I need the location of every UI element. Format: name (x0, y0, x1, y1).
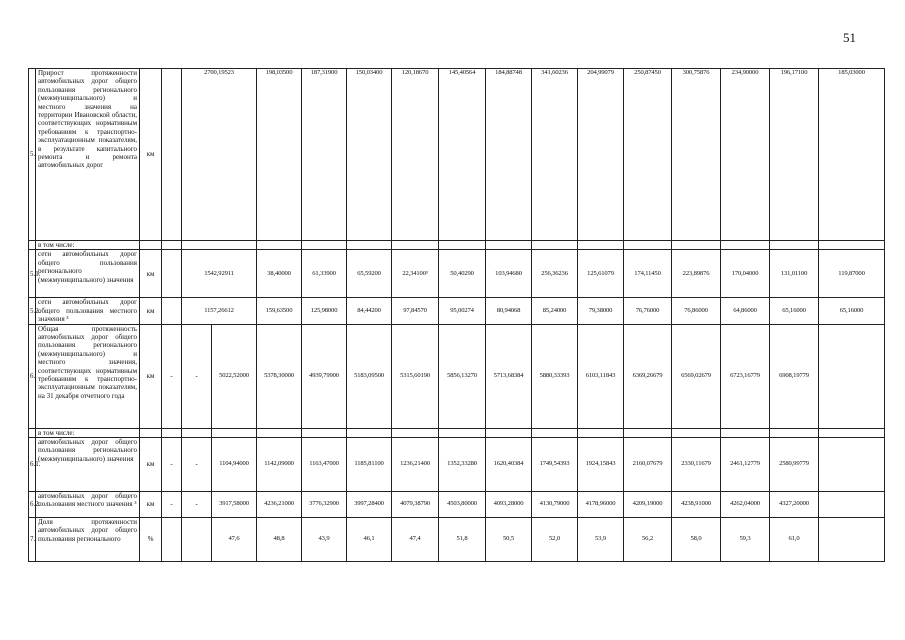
row-number-cell: 5.1. (29, 250, 36, 298)
empty-cell (819, 438, 885, 492)
value-cell (532, 428, 578, 437)
value-cell: 76,76000 (624, 298, 672, 324)
value-cell: 159,63500 (257, 298, 302, 324)
row-number-cell: 5. (29, 69, 36, 241)
row-number-cell: 5.2. (29, 298, 36, 324)
value-cell: 5022,52000 (212, 324, 257, 428)
value-cell (721, 428, 770, 437)
value-cell: 50,5 (486, 518, 532, 562)
empty-cell (819, 324, 885, 428)
value-cell: 150,03400 (347, 69, 392, 241)
table-row (29, 438, 885, 492)
indicator-name-cell: в том числе: (36, 428, 140, 437)
value-cell: 6569,02679 (672, 324, 721, 428)
value-cell (302, 428, 347, 437)
row-number-cell: 6.2. (29, 492, 36, 518)
value-cell: 187,31900 (302, 69, 347, 241)
value-cell: 119,87000 (819, 250, 885, 298)
value-cell: 2700,19523 (182, 69, 257, 241)
value-cell: 84,44200 (347, 298, 392, 324)
value-cell (486, 428, 532, 437)
indicator-name-cell: сети автомобильных дорог общего пользования местного значения ³ (36, 298, 140, 324)
value-cell: 97,84570 (392, 298, 439, 324)
value-cell: 1157,26612 (182, 298, 257, 324)
empty-cell: - (182, 438, 212, 492)
row-number-cell (29, 428, 36, 437)
indicator-name-cell: автомобильных дорог общего пользования местного значения ³ (36, 492, 140, 518)
value-cell: 2160,07679 (624, 438, 672, 492)
value-cell: 4093,28000 (486, 492, 532, 518)
value-cell: 174,11450 (624, 250, 672, 298)
unit-cell (140, 241, 162, 250)
value-cell: 4503,80000 (439, 492, 486, 518)
value-cell: 61,0 (770, 518, 819, 562)
unit-cell: км (140, 492, 162, 518)
value-cell: 79,38000 (578, 298, 624, 324)
value-cell: 250,87450 (624, 69, 672, 241)
value-cell: 4939,79900 (302, 324, 347, 428)
indicator-name-cell: Общая протяженность автомобильных дорог общего пользования регионального (межмуниципального) и местного значения, соответствующих нормативным требованиям к транспортно-эксплуатационным показателям, на 31 декабря отчетного года (36, 324, 140, 428)
empty-cell (162, 241, 182, 250)
value-cell: 1104,94000 (212, 438, 257, 492)
value-cell: 65,16000 (819, 298, 885, 324)
value-cell: 5378,30000 (257, 324, 302, 428)
unit-cell: км (140, 324, 162, 428)
page-number: 51 (843, 30, 856, 45)
value-cell: 80,94068 (486, 298, 532, 324)
value-cell: 47,6 (212, 518, 257, 562)
value-cell: 2580,99779 (770, 438, 819, 492)
value-cell: 38,40000 (257, 250, 302, 298)
value-cell (347, 241, 392, 250)
unit-cell: км (140, 69, 162, 241)
table-row (29, 324, 885, 428)
value-cell: 4236,21000 (257, 492, 302, 518)
value-cell (257, 428, 302, 437)
value-cell: 6723,16779 (721, 324, 770, 428)
value-cell (439, 428, 486, 437)
indicator-table (28, 68, 885, 562)
value-cell: 51,8 (439, 518, 486, 562)
value-cell (819, 241, 885, 250)
value-cell (212, 428, 257, 437)
value-cell: 2330,11679 (672, 438, 721, 492)
value-cell: 65,59200 (347, 250, 392, 298)
value-cell: 2461,12779 (721, 438, 770, 492)
value-cell (624, 428, 672, 437)
unit-cell: % (140, 518, 162, 562)
value-cell: 46,1 (347, 518, 392, 562)
value-cell: 185,03000 (819, 69, 885, 241)
value-cell: 4079,38790 (392, 492, 439, 518)
value-cell: 170,04000 (721, 250, 770, 298)
value-cell: 61,33900 (302, 250, 347, 298)
value-cell: 85,24000 (532, 298, 578, 324)
value-cell: 52,0 (532, 518, 578, 562)
value-cell (532, 241, 578, 250)
value-cell: 196,17100 (770, 69, 819, 241)
value-cell: 4178,96000 (578, 492, 624, 518)
value-cell: 43,9 (302, 518, 347, 562)
value-cell: 5713,68384 (486, 324, 532, 428)
value-cell: 184,88748 (486, 69, 532, 241)
value-cell: 1142,09000 (257, 438, 302, 492)
value-cell: 5183,09500 (347, 324, 392, 428)
value-cell: 4262,04000 (721, 492, 770, 518)
value-cell: 103,94680 (486, 250, 532, 298)
table-row (29, 250, 885, 298)
empty-cell (162, 518, 182, 562)
table-row (29, 241, 885, 250)
value-cell (578, 241, 624, 250)
value-cell: 223,89876 (672, 250, 721, 298)
table-row (29, 69, 885, 241)
value-cell (392, 241, 439, 250)
value-cell: 256,36236 (532, 250, 578, 298)
unit-cell: км (140, 438, 162, 492)
value-cell (486, 241, 532, 250)
row-number-cell (29, 241, 36, 250)
value-cell (770, 428, 819, 437)
empty-cell: - (162, 438, 182, 492)
value-cell: 1924,15843 (578, 438, 624, 492)
empty-cell (162, 428, 182, 437)
indicator-name-cell: сети автомобильных дорог общего пользования регионального (межмуниципального) значения (36, 250, 140, 298)
empty-cell (819, 518, 885, 562)
unit-cell: км (140, 250, 162, 298)
empty-cell (819, 492, 885, 518)
value-cell: 56,2 (624, 518, 672, 562)
value-cell: 95,00274 (439, 298, 486, 324)
value-cell: 145,40564 (439, 69, 486, 241)
value-cell: 64,86000 (721, 298, 770, 324)
empty-cell: - (182, 492, 212, 518)
value-cell (392, 428, 439, 437)
row-number-cell: 7. (29, 518, 36, 562)
value-cell (624, 241, 672, 250)
table-row (29, 298, 885, 324)
value-cell: 4238,91000 (672, 492, 721, 518)
indicator-name-cell: Доля протяженности автомобильных дорог общего пользования регионального (36, 518, 140, 562)
value-cell (770, 241, 819, 250)
value-cell: 234,90000 (721, 69, 770, 241)
value-cell: 65,16000 (770, 298, 819, 324)
value-cell: 1542,92911 (182, 250, 257, 298)
value-cell: 125,61079 (578, 250, 624, 298)
value-cell: 58,0 (672, 518, 721, 562)
unit-cell: км (140, 298, 162, 324)
row-number-cell: 6. (29, 324, 36, 428)
value-cell: 5315,60190 (392, 324, 439, 428)
value-cell: 6103,11843 (578, 324, 624, 428)
value-cell: 3997,28400 (347, 492, 392, 518)
empty-cell (162, 69, 182, 241)
value-cell: 1352,33280 (439, 438, 486, 492)
value-cell: 59,3 (721, 518, 770, 562)
value-cell: 6369,26679 (624, 324, 672, 428)
value-cell: 4209,19000 (624, 492, 672, 518)
value-cell: 341,60236 (532, 69, 578, 241)
value-cell: 131,01100 (770, 250, 819, 298)
row-number-cell: 6.1. (29, 438, 36, 492)
value-cell: 1236,21400 (392, 438, 439, 492)
value-cell: 53,9 (578, 518, 624, 562)
unit-cell (140, 428, 162, 437)
empty-cell (162, 250, 182, 298)
value-cell: 48,8 (257, 518, 302, 562)
value-cell: 120,18670 (392, 69, 439, 241)
empty-cell (162, 298, 182, 324)
value-cell (672, 428, 721, 437)
empty-cell (182, 428, 212, 437)
value-cell: 5880,33393 (532, 324, 578, 428)
value-cell: 4130,79000 (532, 492, 578, 518)
value-cell (347, 428, 392, 437)
value-cell: 3776,32900 (302, 492, 347, 518)
value-cell: 300,75876 (672, 69, 721, 241)
value-cell: 5856,13270 (439, 324, 486, 428)
table-row (29, 492, 885, 518)
value-cell: 1185,81100 (347, 438, 392, 492)
empty-cell: - (182, 324, 212, 428)
value-cell: 50,40290 (439, 250, 486, 298)
table-row (29, 518, 885, 562)
value-cell (257, 241, 302, 250)
value-cell: 76,86000 (672, 298, 721, 324)
value-cell: 1620,40384 (486, 438, 532, 492)
indicator-name-cell: Прирост протяженности автомобильных дорог общего пользования регионального (межмуниципального) и местного значения на территории Ивановской области, соответствующих нормативным требованиям к транспортно-эксплуатационным показателям, в результате капитального ремонта и ремонта автомобильных дорог (36, 69, 140, 241)
table-body (29, 69, 885, 562)
value-cell: 1163,47000 (302, 438, 347, 492)
empty-cell: - (162, 324, 182, 428)
value-cell: 22,34100³ (392, 250, 439, 298)
value-cell: 125,98000 (302, 298, 347, 324)
value-cell (182, 241, 257, 250)
empty-cell: - (162, 492, 182, 518)
value-cell (672, 241, 721, 250)
value-cell: 1749,54393 (532, 438, 578, 492)
value-cell: 47,4 (392, 518, 439, 562)
value-cell: 198,03500 (257, 69, 302, 241)
value-cell: 3917,58000 (212, 492, 257, 518)
indicator-name-cell: автомобильных дорог общего пользования регионального (межмуниципального) значения (36, 438, 140, 492)
value-cell: 204,99079 (578, 69, 624, 241)
value-cell (721, 241, 770, 250)
value-cell (439, 241, 486, 250)
table-row (29, 428, 885, 437)
empty-cell (182, 518, 212, 562)
value-cell: 4327,20000 (770, 492, 819, 518)
indicator-name-cell: в том числе: (36, 241, 140, 250)
value-cell (302, 241, 347, 250)
empty-cell (819, 428, 885, 437)
value-cell: 6908,19779 (770, 324, 819, 428)
value-cell (578, 428, 624, 437)
